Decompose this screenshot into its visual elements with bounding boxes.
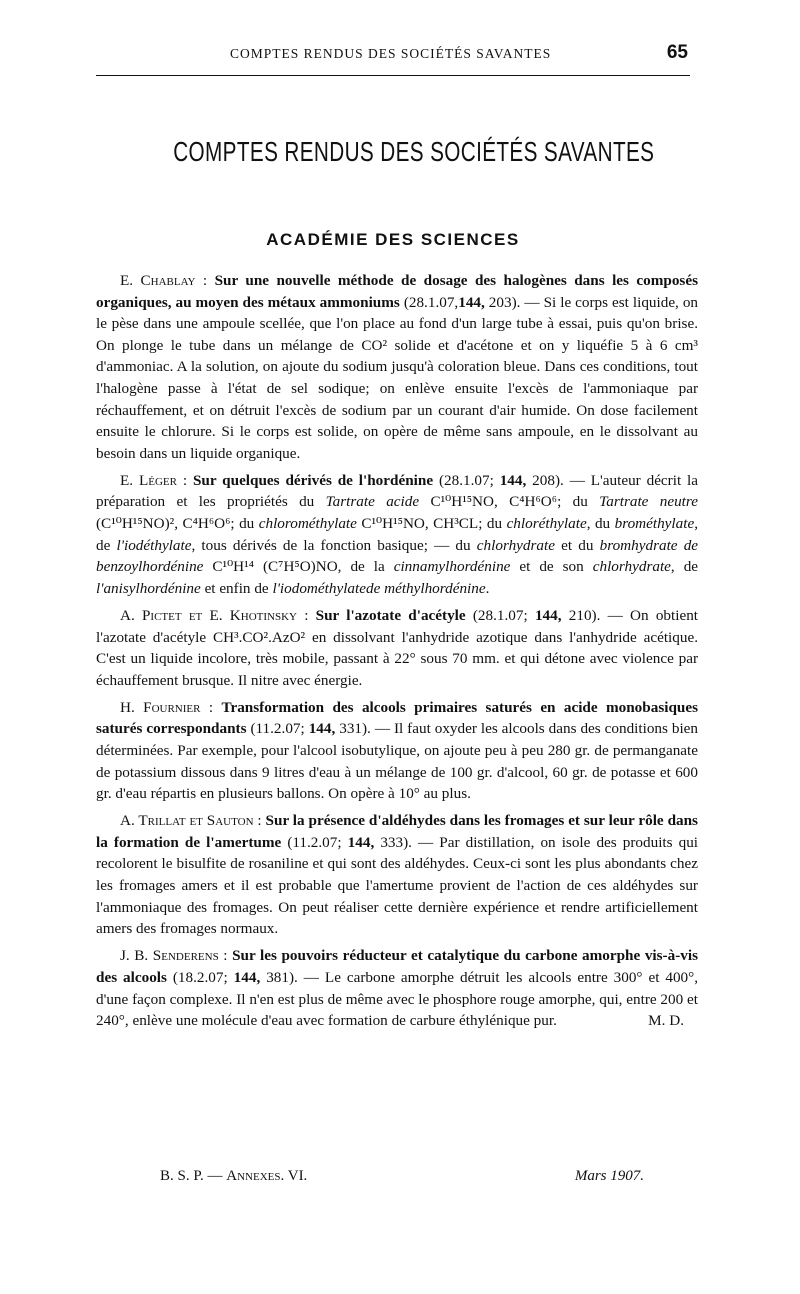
footer-prefix: B. S. P. — bbox=[160, 1168, 223, 1184]
entry-ref-page: 381). bbox=[266, 968, 298, 986]
entry-trillat-sauton: A. Trillat et Sauton : Sur la présence d'aldéhydes dans les fromages et sur leur rôle dans la formation de l'amertume (11.2.07; 144, 333). — Par distillation, on isole des produits qui recolorent le bisulfite de rosaniline et qui sont des aldéhydes. Ceux-ci sont les plus abondants chez les fromages amers et il est probable que l'amertume provient de l'action de ces aldéhydes sur l'ammoniaque des fromages. On peut réaliser cette dernière expérience et rendre artificiellement amers des fromages normaux. bbox=[96, 812, 699, 938]
page-footer bbox=[160, 1168, 644, 1190]
entry-ref-page: 210). bbox=[568, 606, 601, 624]
running-head bbox=[96, 44, 690, 70]
compound-name: chlorhydrate bbox=[592, 558, 671, 576]
running-title: COMPTES RENDUS DES SOCIÉTÉS SAVANTES bbox=[230, 46, 552, 61]
entry-ref-page: 333). bbox=[380, 833, 412, 851]
entry-fournier: H. Fournier : Transformation des alcools primaires saturés en acide monobasiques saturés correspondants (11.2.07; 144, 331). — Il faut oxyder les alcools dans des conditions bien déterminées. Par exemple, pour l'alcool isobutylique, on ajoute peu à peu 280 gr. de permanganate de potassium dissous dans 9 litres d'eau à un mélange de 100 gr. d'alcool, 60 gr. de potasse et 600 gr. d'eau répartis en plusieurs ballons. On opère à 10° au plus. bbox=[96, 698, 699, 803]
entry-text: — Le carbone amorphe détruit les alcools entre 300° et 400°, d'une façon complexe. Il n'en est plus de même avec le phosphore rouge amorphe, qui, entre 200 et 240°, enlève une molécule d'eau avec formation de carbure éthylénique pur. bbox=[96, 968, 699, 1030]
entry-ref-date: (11.2.07; bbox=[250, 720, 305, 738]
footer-date: Mars 1907. bbox=[574, 1168, 644, 1184]
entry-text: , du bbox=[586, 515, 611, 533]
compound-name: l'iodométhylatede méthylhordénine bbox=[272, 579, 486, 597]
compound-name: cinnamylhordénine bbox=[393, 558, 511, 576]
entry-author: E. Chablay bbox=[120, 272, 196, 289]
entry-author: J. B. Senderens bbox=[120, 947, 219, 965]
entry-text: — Il faut oxyder les alcools dans des conditions bien déterminées. Par exemple, pour l'alcool isobutylique, on ajoute peu à peu 280 gr. de permanganate de potassium dissous dans 9 litres d'eau à un mélange de 100 gr. d'alcool, 60 gr. de potasse et 600 gr. d'eau répartis en plusieurs ballons. On opère à 10° au plus. bbox=[96, 720, 699, 803]
entry-text: et de son bbox=[519, 558, 584, 576]
entry-ref-volume: 144, bbox=[458, 293, 485, 311]
entry-title: Sur les pouvoirs réducteur et catalytique du carbone amorphe vis-à-vis des alcools bbox=[96, 947, 698, 986]
entry-text: , de bbox=[96, 515, 698, 554]
header-rule bbox=[96, 75, 690, 76]
compound-name: chlorométhylate bbox=[258, 515, 357, 533]
entry-ref-page: 208). bbox=[532, 471, 564, 489]
compound-name: chloréthylate bbox=[506, 515, 587, 533]
entry-ref-volume: 144, bbox=[233, 968, 261, 986]
entry-ref-date: (18.2.07; bbox=[172, 968, 228, 986]
entry-title: Sur une nouvelle méthode de dosage des halogènes dans les composés organiques, au moyen des métaux ammoniums bbox=[96, 272, 698, 311]
entry-text: — Par distillation, on isole des produits qui recolorent le bisulfite de rosaniline et qui sont des aldéhydes. Ceux-ci sont les plus abondants chez les fromages amers et il est probable que l'amertume provient de l'action de ces aldéhydes sur l'ammoniaque des fromages. On peut réaliser cette dernière expérience et rendre artificiellement amers des fromages normaux. bbox=[96, 833, 699, 938]
compound-name: l'iodéthylate bbox=[116, 536, 192, 554]
compound-name: chlorhydrate bbox=[476, 536, 555, 554]
compound-name: brométhylate bbox=[614, 515, 695, 533]
article-body bbox=[96, 270, 698, 1037]
entry-text: — L'auteur décrit la préparation et les propriétés du bbox=[96, 471, 699, 511]
entry-text: , tous dérivés de la fonction basique; — du bbox=[191, 536, 471, 554]
entry-title: Sur l'azotate d'acétyle bbox=[315, 606, 466, 624]
entry-text: , de bbox=[670, 558, 699, 576]
footer-annex: Annexes. VI. bbox=[226, 1168, 308, 1184]
entry-ref-date: (28.1.07, bbox=[403, 293, 459, 311]
entry-title: Transformation des alcools primaires saturés en acide monobasiques saturés correspondants bbox=[96, 698, 698, 738]
compound-name: Tartrate neutre bbox=[599, 493, 698, 511]
entry-text: C¹⁰H¹⁵NO, CH³CL; du bbox=[361, 515, 503, 533]
entry-ref-page: 203). bbox=[488, 293, 521, 311]
entry-author: A. Pictet et E. Khotinsky bbox=[120, 606, 297, 624]
entry-pictet-khotinsky: A. Pictet et E. Khotinsky : Sur l'azotate d'acétyle (28.1.07; 144, 210). — On obtient l'azotate d'acétyle CH³.CO².AzO² en dissolvant l'anhydride azotique dans l'anhydride acétique. C'est un liquide incolore, très mobile, passant à 22° sous 70 mm. et qui détone avec violence par échauffement brusque. Il nitre avec énergie. bbox=[96, 606, 699, 689]
entry-chablay: E. Chablay : Sur une nouvelle méthode de dosage des halogènes dans les composés organiques, au moyen des métaux ammoniums (28.1.07,144, 203). — Si le corps est liquide, on le pèse dans une ampoule scellée, que l'on place au fond d'un large tube à essai, puis qu'on brise. On plonge le tube dans un mélange de CO² solide et d'acétone et on y liquéfie 5 à 6 cm³ d'ammoniac. A la solution, on ajoute du sodium jusqu'à coloration bleue. Dans ces conditions, tout l'halogène passe à l'état de sel sodique; on enlève ensuite l'excès de l'ammoniaque par réchauffement, et on détruit l'excès de sodium par un courant d'air humide. On dose facilement ensuite le chlorure. Si le corps est solide, on opère de même sans ampoule, en le dissolvant au besoin dans un liquide organique. bbox=[96, 272, 699, 462]
entry-author: A. Trillat et Sauton bbox=[120, 812, 254, 830]
entry-ref-page: 331). bbox=[339, 720, 371, 738]
entry-author: E. Léger bbox=[120, 471, 177, 489]
entry-title: Sur la présence d'aldéhydes dans les fromages et sur leur rôle dans la formation de l'amertume bbox=[96, 812, 698, 851]
entry-text: et enfin de bbox=[204, 579, 269, 597]
entry-ref-volume: 144, bbox=[499, 471, 527, 489]
entry-text: et du bbox=[561, 536, 594, 554]
entry-author: H. Fournier bbox=[120, 698, 201, 716]
signature: M. D. bbox=[648, 1012, 684, 1030]
entry-ref-date: (11.2.07; bbox=[287, 833, 342, 851]
entry-text: C¹⁰H¹⁵NO, C⁴H⁶O⁶; du bbox=[430, 493, 588, 511]
compound-name: bromhydrate de benzoylhordénine bbox=[96, 536, 699, 576]
compound-name: l'anisylhordénine bbox=[96, 579, 201, 597]
page-number: 65 bbox=[666, 42, 688, 63]
page-title: COMPTES RENDUS DES SOCIÉTÉS SAVANTES bbox=[173, 136, 655, 167]
entry-text: (C¹⁰H¹⁵NO)², C⁴H⁶O⁶; du bbox=[96, 515, 255, 533]
entry-text: — Si le corps est liquide, on le pèse dans une ampoule scellée, que l'on place au fond d'un large tube à essai, puis qu'on brise. On plonge le tube dans un mélange de CO² solide et d'acétone et on y liquéfie 5 à 6 cm³ d'ammoniac. A la solution, on ajoute du sodium jusqu'à coloration bleue. Dans ces conditions, tout l'halogène passe à l'état de sel sodique; on enlève ensuite l'excès de l'ammoniaque par réchauffement, et on détruit l'excès de sodium par un courant d'air humide. On dose facilement ensuite le chlorure. Si le corps est solide, on opère de même sans ampoule, en le dissolvant au besoin dans un liquide organique. bbox=[96, 293, 699, 462]
entry-leger: E. Léger : Sur quelques dérivés de l'hordénine (28.1.07; 144, 208). — L'auteur décrit la préparation et les propriétés du Tartrate acide C¹⁰H¹⁵NO, C⁴H⁶O⁶; du Tartrate neutre (C¹⁰H¹⁵NO)², C⁴H⁶O⁶; du chlorométhylate C¹⁰H¹⁵NO, CH³CL; du chloréthylate, du brométhylate, de l'iodéthylate, tous dérivés de la fonction basique; — du chlorhydrate et du bromhydrate de benzoylhordénine C¹⁰H¹⁴ (C⁷H⁵O)NO, de la cinnamylhordénine et de son chlorhydrate, de l'anisylhordénine et enfin de l'iodométhylatede méthylhordénine. bbox=[96, 471, 699, 597]
compound-name: Tartrate acide bbox=[325, 493, 420, 511]
footer-publication bbox=[160, 1168, 307, 1185]
entry-text: C¹⁰H¹⁴ (C⁷H⁵O)NO, de la bbox=[212, 558, 385, 576]
entry-ref-date: (28.1.07; bbox=[472, 606, 528, 624]
entry-ref-volume: 144, bbox=[534, 606, 562, 624]
entry-ref-volume: 144, bbox=[308, 720, 336, 738]
entry-text: . bbox=[485, 579, 490, 597]
entry-senderens: J. B. Senderens : Sur les pouvoirs réducteur et catalytique du carbone amorphe vis-à-vis des alcools (18.2.07; 144, 381). — Le carbone amorphe détruit les alcools entre 300° et 400°, d'une façon complexe. Il n'en est plus de même avec le phosphore rouge amorphe, qui, entre 200 et 240°, enlève une molécule d'eau avec formation de carbure éthylénique pur. M. D. bbox=[96, 945, 698, 1031]
entry-ref-date: (28.1.07; bbox=[438, 471, 494, 489]
entry-text: — On obtient l'azotate d'acétyle CH³.CO².AzO² en dissolvant l'anhydride azotique dans l'anhydride acétique. C'est un liquide incolore, très mobile, passant à 22° sous 70 mm. et qui détone avec violence par échauffement brusque. Il nitre avec énergie. bbox=[96, 606, 699, 689]
entry-title: Sur quelques dérivés de l'hordénine bbox=[192, 471, 434, 489]
section-title: ACADÉMIE DES SCIENCES bbox=[266, 230, 520, 249]
entry-ref-volume: 144, bbox=[347, 833, 375, 851]
